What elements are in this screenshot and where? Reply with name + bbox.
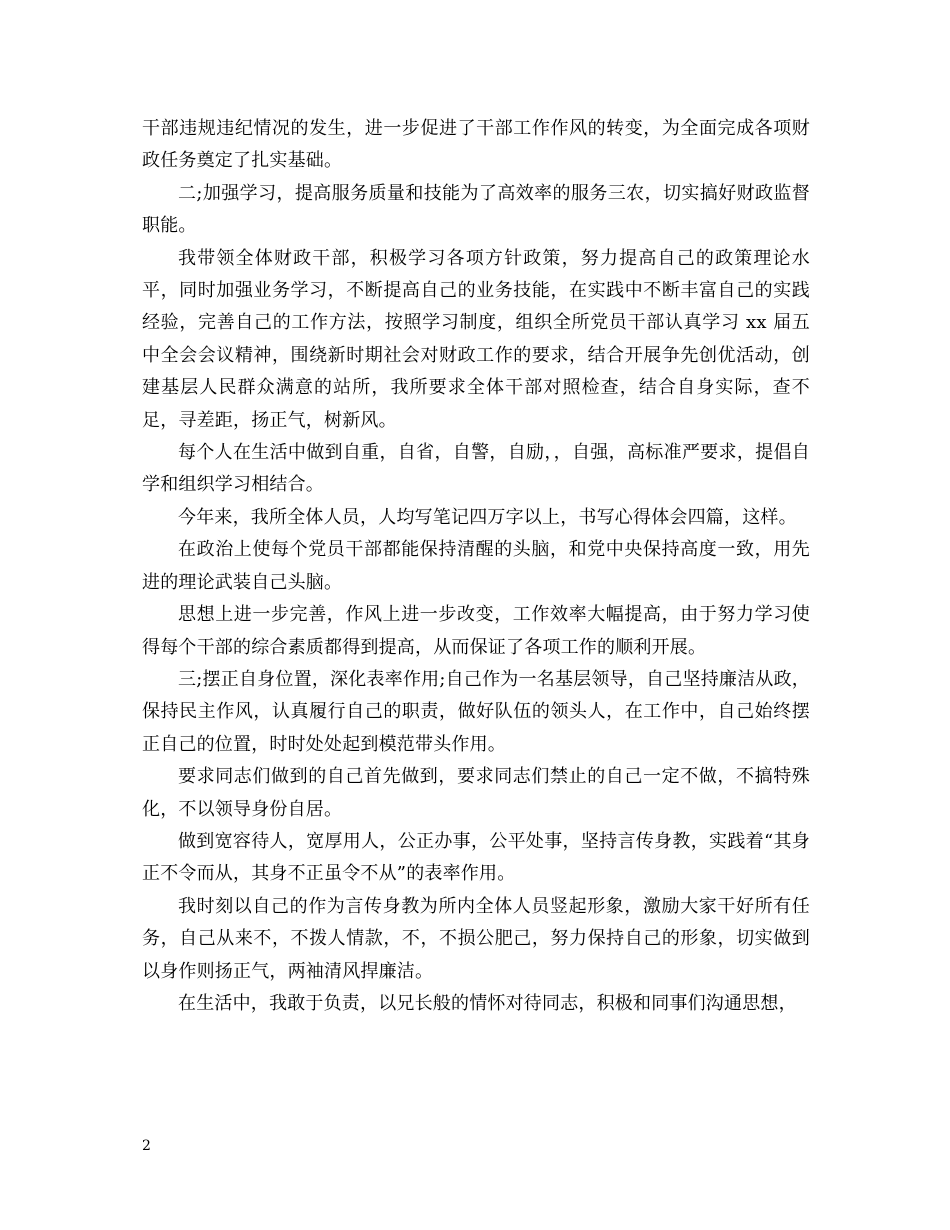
paragraph: 我带领全体财政干部，积极学习各项方针政策，努力提高自己的政策理论水平，同时加强业务学习，不断提高自己的业务技能，在实践中不断丰富自己的实践经验，完善自己的工作方法，按照学习制度，组织全所党员干部认真学习 xx 届五中全会会议精神，围绕新时期社会对财政工作的要求，结合开展争先创优活动，创建基层人民群众满意的站所，我所要求全体干部对照检查，结合自身实际，查不足，寻差距，扬正气，树新风。: [142, 247, 810, 431]
paragraph: 思想上进一步完善，作风上进一步改变，工作效率大幅提高，由于努力学习使得每个干部的综合素质都得到提高，从而保证了各项工作的顺利开展。: [142, 604, 810, 658]
paragraph: 今年来，我所全体人员，人均写笔记四万字以上，书写心得体会四篇，这样。: [178, 506, 797, 528]
paragraph: 在政治上使每个党员干部都能保持清醒的头脑，和党中央保持高度一致，用先进的理论武装自己头脑。: [142, 539, 810, 593]
paragraph: 要求同志们做到的自己首先做到，要求同志们禁止的自己一定不做，不搞特殊化，不以领导身份自居。: [142, 766, 810, 820]
paragraph: 我时刻以自己的作为言传身教为所内全体人员竖起形象，激励大家干好所有任务，自己从来不，不拨人情款，不，不损公肥己，努力保持自己的形象，切实做到以身作则扬正气，两袖清风捍廉洁。: [142, 895, 810, 982]
paragraph: 做到宽容待人，宽厚用人，公正办事，公平处事，坚持言传身教，实践着“其身正不令而从，其身不正虽令不从”的表率作用。: [142, 830, 810, 885]
document-body: [142, 113, 810, 1020]
page-number: 2: [142, 1138, 151, 1154]
paragraph: 二;加强学习，提高服务质量和技能为了高效率的服务三农，切实搞好财政监督职能。: [142, 182, 810, 237]
paragraph: 干部违规违纪情况的发生，进一步促进了干部工作作风的转变，为全面完成各项财政任务奠定了扎实基础。: [142, 118, 810, 172]
paragraph: 每个人在生活中做到自重，自省，自警，自励，，自强，高标准严要求，提倡自学和组织学习相结合。: [142, 442, 810, 496]
paragraph: 三;摆正自身位置，深化表率作用;自己作为一名基层领导，自己坚持廉洁从政，保持民主作风，认真履行自己的职责，做好队伍的领头人，在工作中，自己始终摆正自己的位置，时时处处起到模范带头作用。: [142, 668, 810, 755]
paragraph: 在生活中，我敢于负责，以兄长般的情怀对待同志，积极和同事们沟通思想，: [178, 992, 797, 1014]
